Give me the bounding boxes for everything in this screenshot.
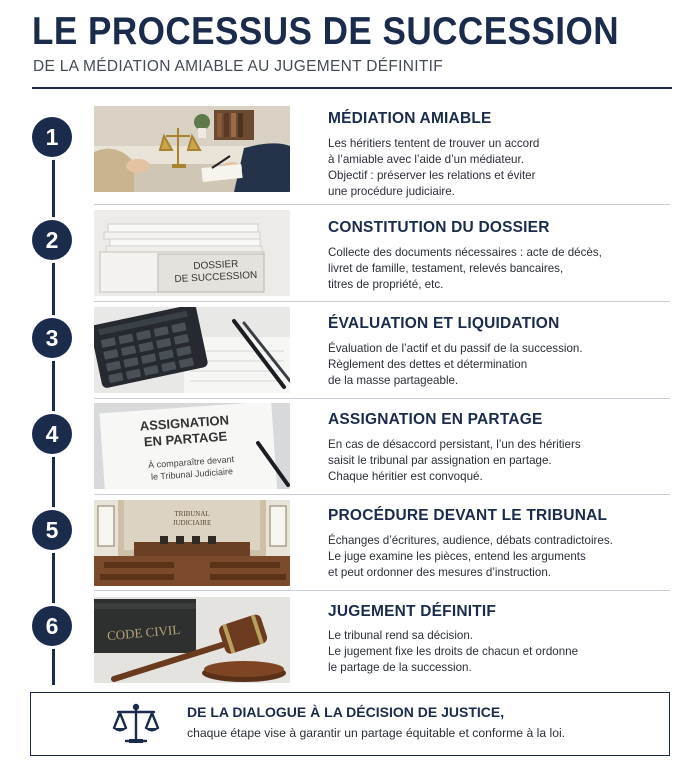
- step-6-number: 6: [32, 606, 72, 646]
- step-3-line-3: de la masse partageable.: [328, 374, 459, 387]
- step-5-description: [328, 533, 628, 581]
- step-1-line-1: Les héritiers tentent de trouver un accord: [328, 137, 540, 150]
- step-separator: [94, 590, 670, 591]
- calculator-illustration: [94, 307, 290, 393]
- step-1-line-4: une procédure judiciaire.: [328, 185, 455, 198]
- step-6-description: [328, 628, 628, 676]
- assignation-label-4: le Tribunal Judiciaire: [150, 466, 234, 482]
- courtroom-label-1: TRIBUNAL: [174, 510, 210, 518]
- mediation-illustration: [94, 106, 290, 192]
- step-5-line-2: Le juge examine les pièces, entend les arguments: [328, 550, 586, 563]
- step-1-number: 1: [32, 117, 72, 157]
- timeline-line: [52, 133, 55, 685]
- step-4-line-2: saisit le tribunal par assignation en partage.: [328, 454, 552, 467]
- header-divider: [32, 87, 672, 89]
- dossier-illustration: [94, 210, 290, 296]
- step-4-line-3: Chaque héritier est convoqué.: [328, 470, 483, 483]
- step-6-line-2: Le jugement fixe les droits de chacun et ordonne: [328, 645, 579, 658]
- step-1-line-3: Objectif : préserver les relations et éviter: [328, 169, 536, 182]
- step-5-line-3: et peut ordonner des mesures d’instruction.: [328, 566, 551, 579]
- step-separator: [94, 204, 670, 205]
- step-4-number: 4: [32, 414, 72, 454]
- step-3-photo-calculator: [94, 307, 290, 393]
- step-3-line-1: Évaluation de l’actif et du passif de la succession.: [328, 342, 583, 355]
- step-6-line-1: Le tribunal rend sa décision.: [328, 629, 474, 642]
- step-2-line-1: Collecte des documents nécessaires : acte de décès,: [328, 246, 602, 259]
- footer-callout: [30, 692, 670, 756]
- step-4-photo-assignation: [94, 403, 290, 489]
- step-2-number: 2: [32, 220, 72, 260]
- step-1-photo-mediation: [94, 106, 290, 192]
- step-5-title: PROCÉDURE DEVANT LE TRIBUNAL: [328, 507, 608, 524]
- step-1-line-2: à l’amiable avec l’aide d’un médiateur.: [328, 153, 524, 166]
- step-4-description: [328, 437, 628, 485]
- step-5-line-1: Échanges d’écritures, audience, débats contradictoires.: [328, 534, 613, 547]
- step-separator: [94, 398, 670, 399]
- step-5-number: 5: [32, 510, 72, 550]
- step-3-description: [328, 341, 628, 389]
- dossier-label-2: DE SUCCESSION: [174, 269, 258, 286]
- step-6-photo-gavel: [94, 597, 290, 683]
- step-1-description: [328, 136, 628, 200]
- page-subtitle: DE LA MÉDIATION AMIABLE AU JUGEMENT DÉFINITIF: [33, 58, 443, 75]
- step-4-title: ASSIGNATION EN PARTAGE: [328, 411, 543, 428]
- step-3-title: ÉVALUATION ET LIQUIDATION: [328, 315, 560, 332]
- footer-text: chaque étape vise à garantir un partage équitable et conforme à la loi.: [187, 726, 566, 740]
- step-2-line-3: titres de propriété, etc.: [328, 278, 444, 291]
- step-6-title: JUGEMENT DÉFINITIF: [328, 603, 497, 620]
- step-4-line-1: En cas de désaccord persistant, l’un des héritiers: [328, 438, 581, 451]
- step-2-description: [328, 245, 628, 293]
- gavel-book-label: CODE CIVIL: [106, 621, 181, 644]
- assignation-label-1: ASSIGNATION: [139, 412, 230, 434]
- scales-of-justice-icon: [111, 701, 161, 747]
- step-2-line-2: livret de famille, testament, relevés bancaires,: [328, 262, 564, 275]
- step-6-line-3: le partage de la succession.: [328, 661, 472, 674]
- assignation-label-3: À comparaître devant: [147, 454, 235, 471]
- gavel-illustration: [94, 597, 290, 683]
- page-title: LE PROCESSUS DE SUCCESSION: [32, 10, 620, 53]
- step-5-photo-courtroom: [94, 500, 290, 586]
- step-3-line-2: Règlement des dettes et détermination: [328, 358, 528, 371]
- courtroom-label-2: JUDICIAIRE: [172, 519, 212, 527]
- step-1-title: MÉDIATION AMIABLE: [328, 110, 492, 127]
- dossier-label-1: DOSSIER: [193, 258, 239, 273]
- step-3-number: 3: [32, 318, 72, 358]
- step-2-title: CONSTITUTION DU DOSSIER: [328, 219, 550, 236]
- step-separator: [94, 494, 670, 495]
- step-2-photo-dossier: [94, 210, 290, 296]
- step-separator: [94, 301, 670, 302]
- assignation-label-2: EN PARTAGE: [143, 428, 228, 450]
- assignation-illustration: [94, 403, 290, 489]
- courtroom-illustration: [94, 500, 290, 586]
- footer-title: DE LA DIALOGUE À LA DÉCISION DE JUSTICE,: [187, 704, 505, 720]
